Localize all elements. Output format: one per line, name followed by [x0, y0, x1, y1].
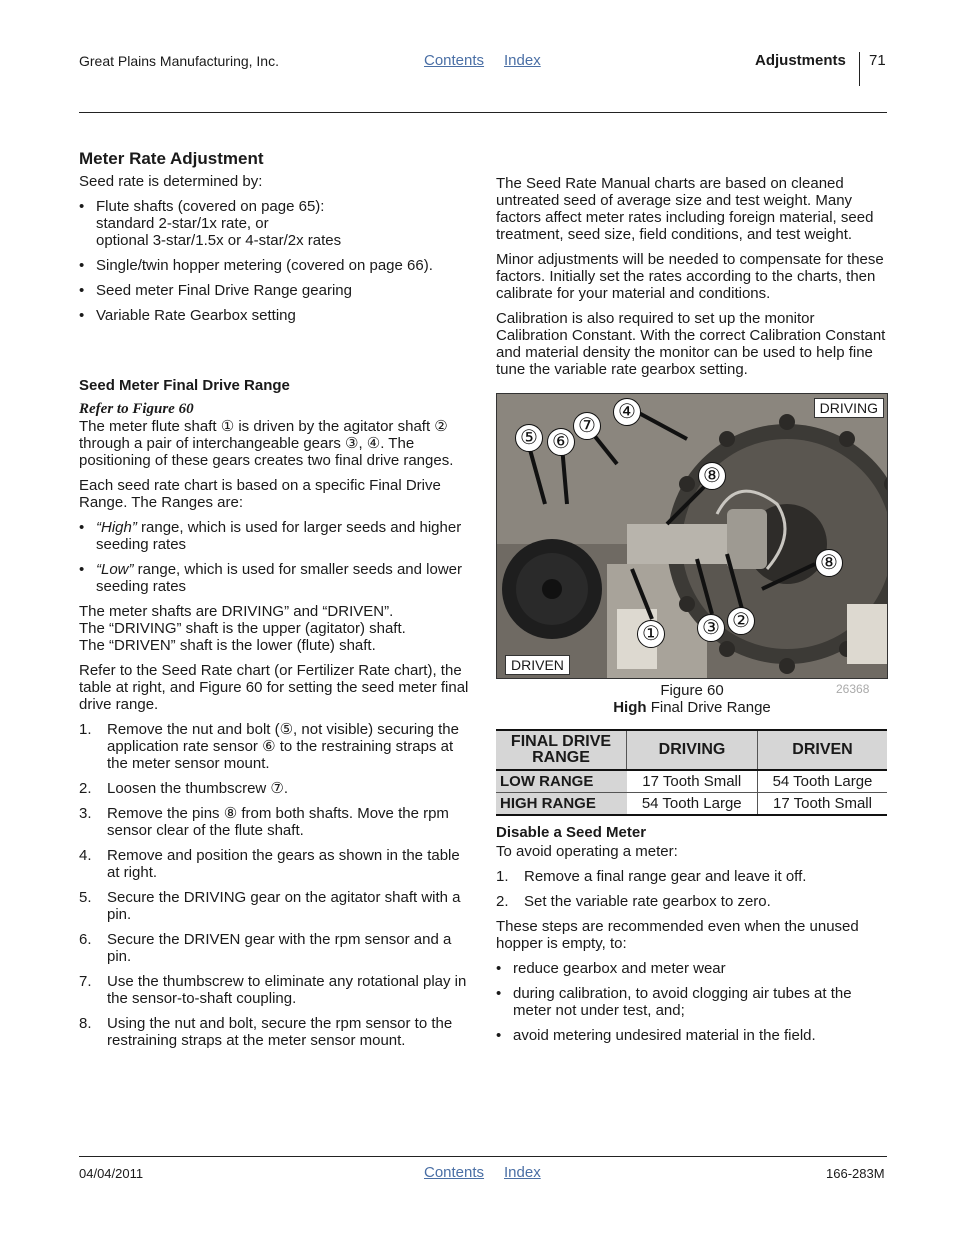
list-item: • Seed meter Final Drive Range gearing — [79, 282, 469, 299]
list-item: • avoid metering undesired material in the field. — [496, 1027, 888, 1044]
callout-5: ⑤ — [515, 424, 543, 452]
list-item: 6. Secure the DRIVEN gear with the rpm sensor and a pin. — [79, 931, 452, 965]
callout-2: ② — [727, 607, 755, 635]
header-company: Great Plains Manufacturing, Inc. — [79, 53, 279, 69]
table-cell: 54 Tooth Large — [627, 793, 758, 816]
driving-label: DRIVING — [814, 398, 884, 418]
ranges-list — [79, 519, 469, 595]
page-number: 71 — [869, 52, 886, 69]
list-item: • Variable Rate Gearbox setting — [79, 307, 469, 324]
driven-label: DRIVEN — [505, 655, 570, 675]
callout-7: ⑦ — [573, 412, 601, 440]
header-index-link[interactable]: Index — [504, 52, 541, 69]
table-header-row — [496, 730, 887, 770]
list-item: • “High” range, which is used for larger seeds and higher seeding rates — [79, 519, 469, 553]
list-item: 2. Set the variable rate gearbox to zero. — [496, 893, 771, 910]
table-header: DRIVING — [627, 730, 758, 770]
table-row — [496, 770, 887, 793]
list-item: 5. Secure the DRIVING gear on the agitator shaft with a pin. — [79, 889, 461, 923]
list-item: 8. Using the nut and bolt, secure the rpm sensor to the restraining straps at the meter sensor mount. — [79, 1015, 453, 1049]
steps-list — [79, 721, 469, 1049]
table-header: DRIVEN — [758, 730, 888, 770]
callout-4: ④ — [613, 398, 641, 426]
header-section: Adjustments — [755, 52, 846, 69]
list-item: • reduce gearbox and meter wear — [496, 960, 888, 977]
list-item: • Single/twin hopper metering (covered on page 66). — [79, 257, 469, 274]
disable-title: Disable a Seed Meter — [496, 824, 647, 841]
list-item: 1. Remove a final range gear and leave it off. — [496, 868, 807, 885]
table-header: FINAL DRIVE RANGE — [496, 730, 627, 770]
figure-reference: Refer to Figure 60 — [79, 401, 194, 417]
list-item: • “Low” range, which is used for smaller seeds and lower seeding rates — [79, 561, 469, 595]
intro-text: Seed rate is determined by: — [79, 173, 263, 190]
header-rule — [79, 112, 887, 113]
determinants-list — [79, 198, 469, 324]
list-item: 1. Remove the nut and bolt (⑤, not visible) securing the application rate sensor ⑥ to the restraining straps at the meter sensor mount. — [79, 721, 459, 772]
list-item: 3. Remove the pins ⑧ from both shafts. Move the rpm sensor clear of the flute shaft. — [79, 805, 449, 839]
left-column — [79, 150, 469, 1049]
paragraph: These steps are recommended even when the unused hopper is empty, to: — [496, 918, 859, 952]
footer-date: 04/04/2011 — [79, 1166, 144, 1181]
section-title: Meter Rate Adjustment — [79, 149, 264, 168]
disable-steps — [496, 868, 888, 910]
figure-caption-line2: High Final Drive Range — [613, 699, 771, 716]
table-cell: 17 Tooth Small — [758, 793, 888, 816]
footer-rule — [79, 1156, 887, 1157]
figure-photo — [496, 393, 888, 679]
image-number: 26368 — [836, 682, 870, 696]
paragraph: Minor adjustments will be needed to compensate for these factors. Initially set the rates according to the charts, then calibrate for your material and conditions. — [496, 251, 884, 302]
header-contents-link[interactable]: Contents — [424, 52, 485, 69]
figure-caption-line1: Figure 60 — [660, 682, 724, 699]
disable-bullets — [496, 960, 888, 1044]
table-cell: 54 Tooth Large — [758, 770, 888, 793]
list-item: • Flute shafts (covered on page 65): standard 2-star/1x rate, or optional 3-star/1.5x or 4-star/2x rates — [79, 198, 469, 249]
paragraph: Each seed rate chart is based on a specific Final Drive Range. The Ranges are: — [79, 477, 441, 511]
footer-doc-number: 166-283M — [826, 1166, 885, 1181]
footer-index-link[interactable]: Index — [504, 1164, 541, 1181]
final-drive-table — [496, 729, 887, 816]
paragraph: Calibration is also required to set up the monitor Calibration Constant. With the correct Calibration Constant and material density the monitor can be used to help fine tune the variable rate gearbox setting. — [496, 310, 886, 378]
shafts-paragraph: The meter shafts are DRIVING” and “DRIVEN”. The “DRIVING” shaft is the upper (agitator) shaft. The “DRIVEN” shaft is the lower (flute) shaft. — [79, 603, 406, 654]
callout-6: ⑥ — [547, 428, 575, 456]
right-column — [496, 175, 888, 378]
paragraph: The Seed Rate Manual charts are based on cleaned untreated seed of average size and test weight. Many factors affect meter rates including foreign material, seed treatment, seed size, field conditions, and test weight. — [496, 175, 874, 243]
callout-8-upper: ⑧ — [698, 462, 726, 490]
callout-3: ③ — [697, 614, 725, 642]
paragraph: To avoid operating a meter: — [496, 843, 678, 860]
table-cell: HIGH RANGE — [496, 793, 627, 816]
header-divider — [859, 52, 860, 86]
callout-1: ① — [637, 620, 665, 648]
paragraph: Refer to the Seed Rate chart (or Fertilizer Rate chart), the table at right, and Figure 60 for setting the seed meter final drive range. — [79, 662, 469, 713]
list-item: • during calibration, to avoid clogging air tubes at the meter not under test, and; — [496, 985, 888, 1019]
footer-contents-link[interactable]: Contents — [424, 1164, 485, 1181]
callout-8-lower: ⑧ — [815, 549, 843, 577]
list-item: 2. Loosen the thumbscrew ⑦. — [79, 780, 289, 797]
list-item: 7. Use the thumbscrew to eliminate any rotational play in the sensor-to-shaft coupling. — [79, 973, 467, 1007]
table-cell: 17 Tooth Small — [627, 770, 758, 793]
disable-section — [496, 824, 888, 1044]
paragraph: The meter flute shaft ① is driven by the agitator shaft ② through a pair of interchangeable gears ③, ④. The positioning of these gears creates two final drive ranges. — [79, 418, 454, 469]
subsection-title: Seed Meter Final Drive Range — [79, 377, 290, 394]
table-cell: LOW RANGE — [496, 770, 627, 793]
list-item: 4. Remove and position the gears as shown in the table at right. — [79, 847, 460, 881]
table-row — [496, 793, 887, 816]
